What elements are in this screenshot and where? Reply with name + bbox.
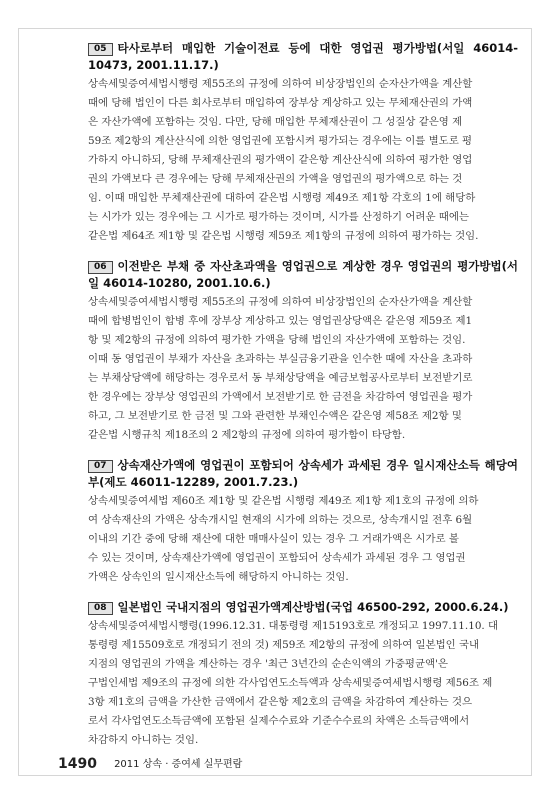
- section-title: 이전받은 부채 중 자산초과액을 영업권으로 계상한 경우 영업권의 평가방법(서일 46014-10280, 2001.10.6.): [88, 259, 518, 290]
- body-line: 구법인세법 제9조의 규정에 의한 각사업연도소득액과 상속세및증여세법시행령 제56조 제: [88, 677, 493, 689]
- page-number: 1490: [58, 756, 97, 772]
- section-number-badge: 07: [88, 460, 113, 473]
- body-line: 은 자산가액에 포함하는 것임. 다만, 당해 매입한 무체재산권이 그 성질상 같은영 제: [88, 116, 463, 128]
- body-line: 때에 합병법인이 합병 후에 장부상 계상하고 있는 영업권상당액은 같은영 제59조 제1: [88, 315, 473, 327]
- section-number-badge: 06: [88, 261, 113, 274]
- section-number-badge: 05: [88, 43, 113, 56]
- body-line: 로서 각사업연도소득금액에 포함된 실제수수료와 기준수수료의 차액은 소득금액에서: [88, 715, 470, 727]
- body-line: 통령령 제15509호로 개정되기 전의 것) 제59조 제2항의 규정에 의하여 일본법인 국내: [88, 639, 480, 651]
- section-title: 일본법인 국내지점의 영업권가액계산방법(국업 46500-292, 2000.6.24.): [117, 600, 509, 614]
- body-line: 여 상속재산의 가액은 상속개시일 현재의 시가에 의하는 것으로, 상속개시일 전후 6월: [88, 514, 473, 526]
- section-08: [88, 599, 518, 750]
- document-content: [88, 40, 518, 762]
- section-heading: [88, 40, 518, 74]
- body-line: 같은법 시행규칙 제18조의 2 제2항의 규정에 의하여 평가함이 타당함.: [88, 429, 406, 441]
- body-line: 이내의 기간 중에 당해 재산에 대한 매매사실이 있는 경우 그 거래가액은 시가로 볼: [88, 533, 459, 545]
- body-line: 3항 제1호의 금액을 가산한 금액에서 같은항 제2호의 금액을 차감하여 계산하는 것으: [88, 696, 473, 708]
- section-heading: [88, 599, 518, 616]
- body-line: 하고, 그 보전받기로 한 금전 및 그와 관련한 부채인수액은 같은영 제58조 제2항 및: [88, 410, 462, 422]
- body-line: 가액은 상속인의 일시재산소득에 해당하지 아니하는 것임.: [88, 571, 349, 583]
- section-number-badge: 08: [88, 602, 113, 615]
- section-body: [88, 617, 518, 750]
- body-line: 항 및 제2항의 규정에 의하여 평가한 가액을 당해 법인의 자산가액에 포함하는 것임.: [88, 334, 466, 346]
- book-title: 2011 상속 · 증여세 실무편람: [114, 759, 243, 770]
- page-footer: [58, 752, 242, 772]
- body-line: 권의 가액보다 큰 경우에는 당해 무체재산권의 가액을 영업권의 평가액으로 하는 것: [88, 173, 463, 185]
- section-heading: [88, 258, 518, 292]
- body-line: 는 부채상당액에 해당하는 경우로서 동 부채상당액을 예금보험공사로부터 보전받기로: [88, 372, 473, 384]
- body-line: 59조 제2항의 계산산식에 의한 영업권에 포함시켜 평가되는 경우에는 이를 별도로 평: [88, 135, 473, 147]
- body-line: 지점의 영업권의 가액을 계산하는 경우 '최근 3년간의 순손익액의 가중평균액'은: [88, 658, 448, 670]
- body-line: 수 있는 것이며, 상속재산가액에 영업권이 포함되어 상속세가 과세된 경우 그 영업권: [88, 552, 466, 564]
- section-body: [88, 293, 518, 445]
- body-line: 상속세및증여세법시행령 제55조의 규정에 의하여 비상장법인의 순자산가액을 계산할: [88, 296, 473, 308]
- body-line: 임. 이때 매입한 무체재산권에 대하여 같은법 시행령 제49조 제1항 각호의 1에 해당하: [88, 192, 476, 204]
- body-line: 한 경우에는 장부상 영업권의 가액에서 보전받기로 한 금전을 차감하여 영업권을 평가: [88, 391, 473, 403]
- body-line: 이때 동 영업권이 부채가 자산을 초과하는 부실금융기관을 인수한 때에 자산을 초과하: [88, 353, 473, 365]
- body-line: 차감하지 아니하는 것임.: [88, 734, 199, 746]
- body-line: 같은법 제64조 제1항 및 같은법 시행령 제59조 제1항의 규정에 의하여 평가하는 것임.: [88, 230, 479, 242]
- body-line: 상속세및증여세법시행령(1996.12.31. 대통령령 제15193호로 개정되고 1997.11.10. 대: [88, 620, 499, 632]
- section-06: [88, 258, 518, 445]
- section-title: 타사로부터 매입한 기술이전료 등에 대한 영업권 평가방법(서일 46014-10473, 2001.11.17.): [88, 41, 518, 72]
- section-07: [88, 457, 518, 587]
- section-05: [88, 40, 518, 246]
- body-line: 상속세및증여세법 제60조 제1항 및 같은법 시행령 제49조 제1항 제1호의 규정에 의하: [88, 495, 479, 507]
- body-line: 가하지 아니하되, 당해 무체재산권의 평가액이 같은항 계산산식에 의하여 평가한 영업: [88, 154, 473, 166]
- section-title: 상속재산가액에 영업권이 포함되어 상속세가 과세된 경우 일시재산소득 해당여부(제도 46011-12289, 2001.7.23.): [88, 458, 518, 489]
- body-line: 때에 당해 법인이 다른 회사로부터 매입하여 장부상 계상하고 있는 무체재산권의 가액: [88, 97, 473, 109]
- section-body: [88, 492, 518, 587]
- section-heading: [88, 457, 518, 491]
- body-line: 는 시가가 있는 경우에는 그 시가로 평가하는 것이며, 시가를 산정하기 어려운 때에는: [88, 211, 469, 223]
- section-body: [88, 75, 518, 246]
- body-line: 상속세및증여세법시행령 제55조의 규정에 의하여 비상장법인의 순자산가액을 계산할: [88, 78, 473, 90]
